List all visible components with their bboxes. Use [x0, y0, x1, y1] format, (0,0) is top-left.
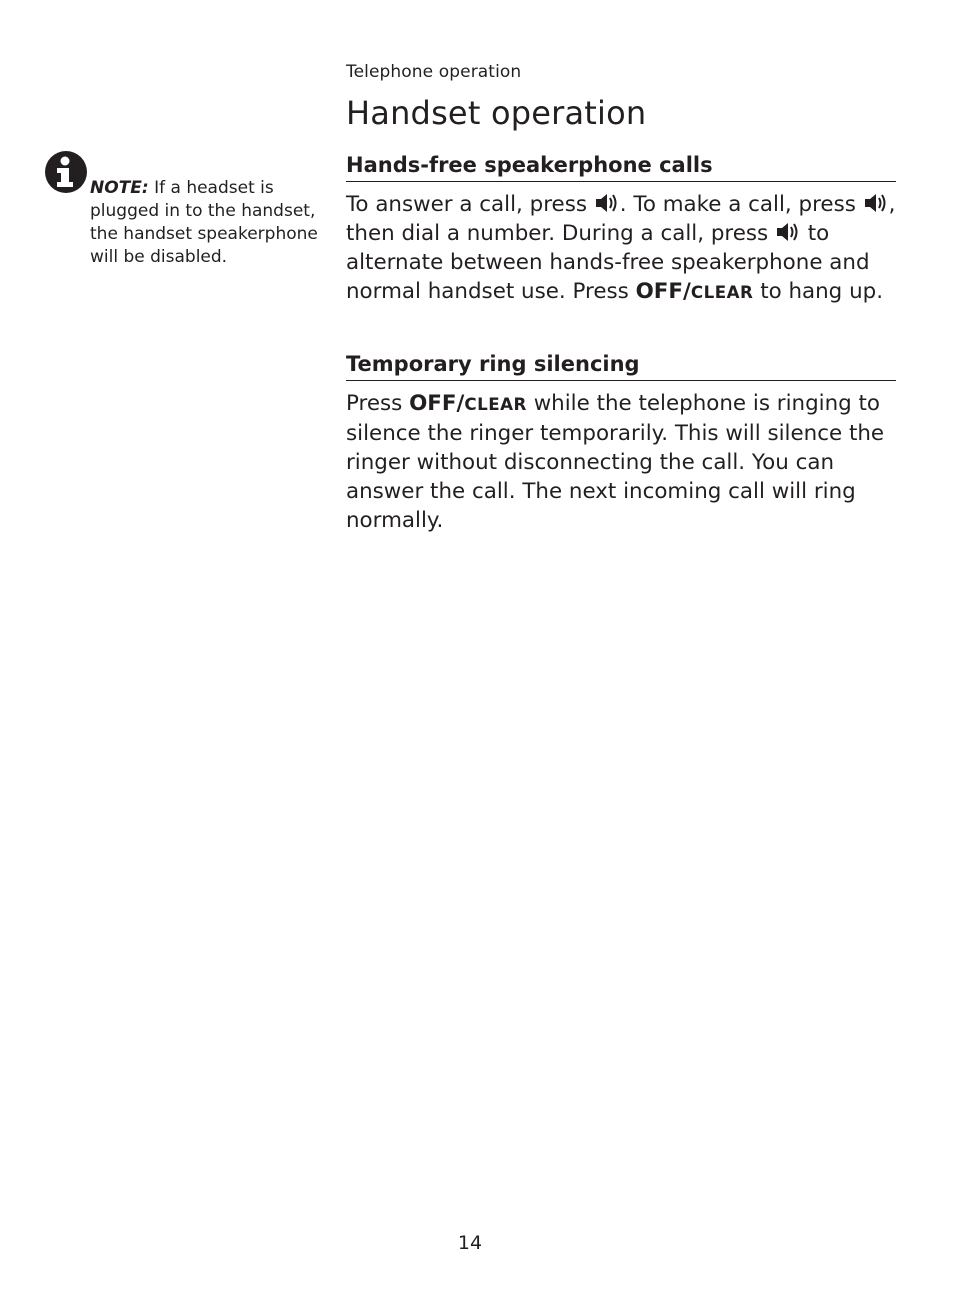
- speaker-icon: [775, 221, 801, 243]
- section-paragraph: [346, 389, 896, 535]
- breadcrumb: Telephone operation: [346, 62, 522, 82]
- info-icon: [44, 150, 88, 194]
- text-run: To answer a call, press: [346, 192, 594, 217]
- page-title: Handset operation: [346, 94, 647, 132]
- section-ring-silencing: [346, 350, 896, 535]
- text-run: while the telephone is ringing to silence the ringer temporarily. This will silence the ringer without disconnecting the call. You can answer the call. The next incoming call will ring normally.: [346, 391, 885, 533]
- section-heading: Hands-free speakerphone calls: [346, 151, 896, 182]
- section-speakerphone: [346, 151, 896, 307]
- note-body: If a headset is plugged in to the handset, the handset speakerphone will be disabled.: [90, 178, 318, 267]
- note-text: [90, 177, 326, 269]
- key-label-off-clear: OFF/CLEAR: [409, 391, 527, 416]
- speaker-icon: [594, 192, 620, 214]
- page-number: 14: [457, 1232, 483, 1254]
- note-label: NOTE:: [90, 178, 149, 198]
- speaker-icon: [863, 192, 889, 214]
- section-paragraph: [346, 190, 896, 307]
- text-run: , then dial a number. During a call, press: [346, 192, 896, 246]
- text-run: to hang up.: [753, 279, 883, 304]
- text-run: to alternate between hands-free speakerphone and normal handset use. Press: [346, 221, 870, 304]
- key-label-off-clear: OFF/CLEAR: [635, 279, 754, 304]
- text-run: Press: [346, 391, 410, 416]
- text-run: . To make a call, press: [619, 192, 863, 217]
- section-heading: Temporary ring silencing: [346, 350, 896, 381]
